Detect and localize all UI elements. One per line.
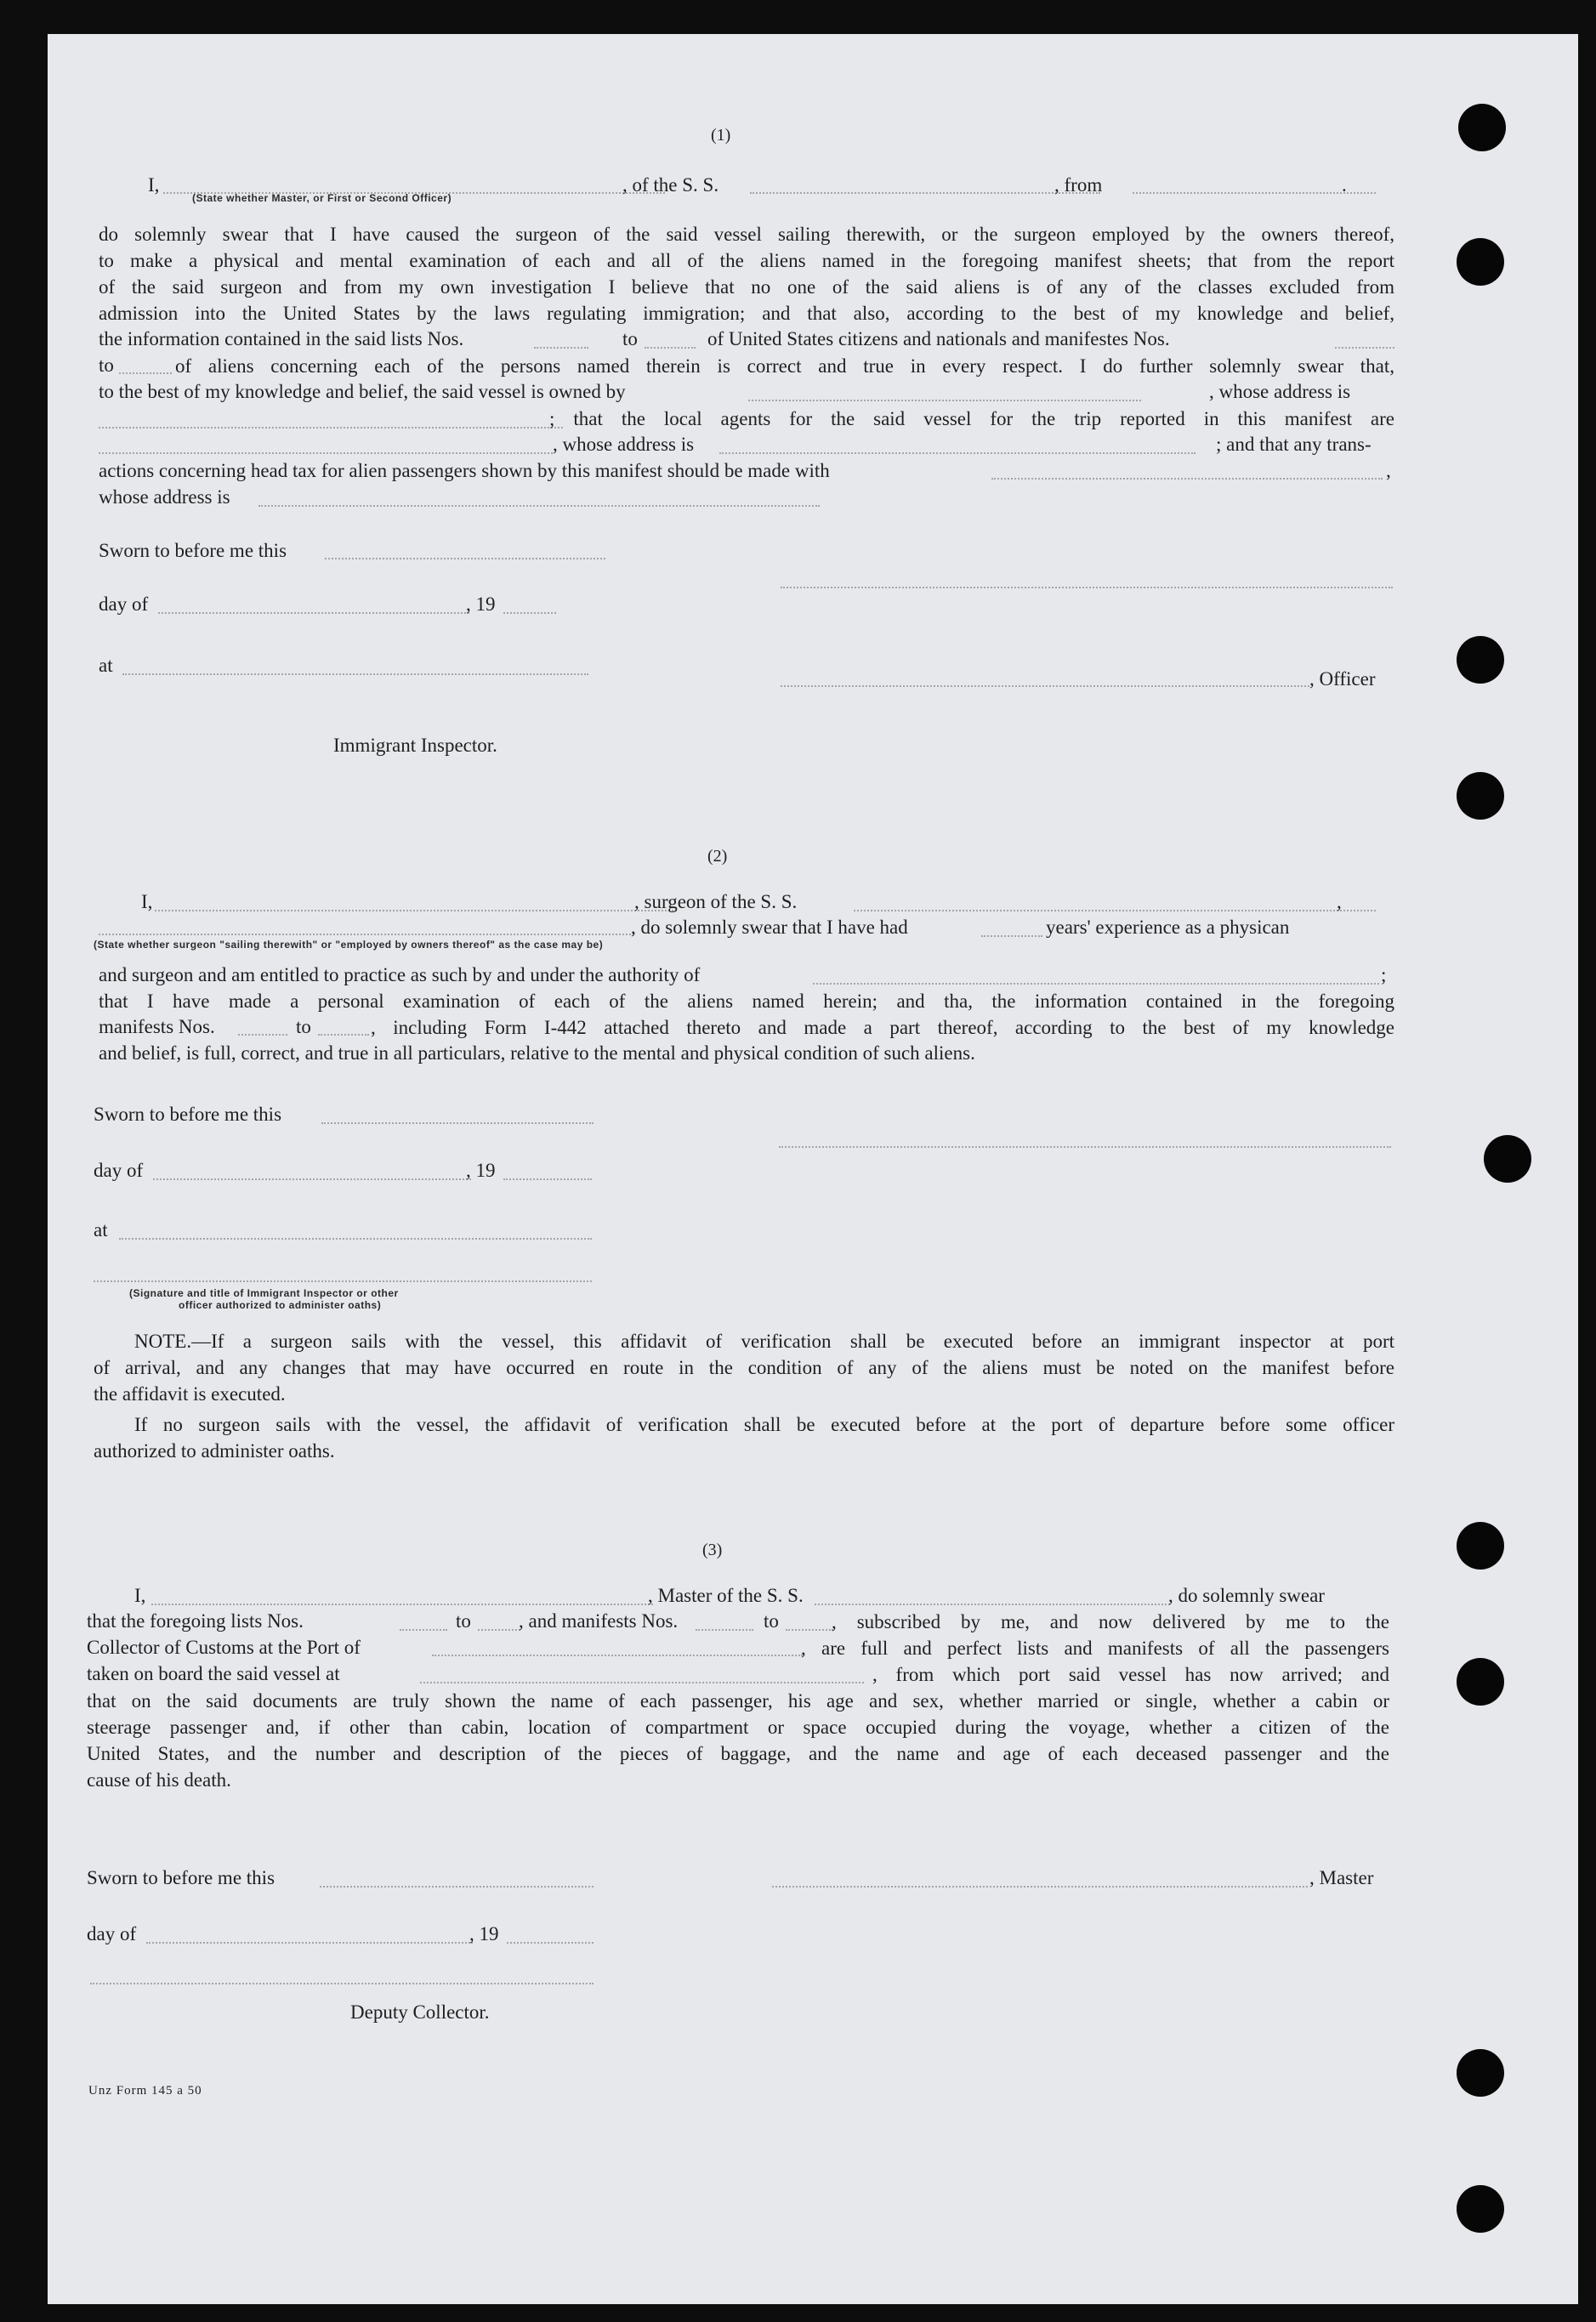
s3-19-label: , 19 <box>469 1923 499 1944</box>
s1-agents-field[interactable] <box>99 452 553 454</box>
s1-agents-address-label: , whose address is <box>553 434 695 455</box>
s3-dayof-label: day of <box>87 1923 137 1944</box>
s2-sig-note-2: officer authorized to administer oaths) <box>179 1299 382 1311</box>
s1-year-field[interactable] <box>503 612 556 614</box>
s2-note-line: of arrival, and any changes that may have occurred en route in the condition of any of the aliens must be noted on the manifest before <box>94 1357 1394 1378</box>
s3-manifests-to: to <box>764 1610 779 1632</box>
s2-manifests-line <box>371 1014 1394 1041</box>
s1-sworn-field[interactable] <box>325 558 605 559</box>
s3-subscribed-text: , subscribed by me, and now delivered by me to the <box>832 1611 1389 1632</box>
s2-year-field[interactable] <box>503 1178 592 1180</box>
s3-taken-line <box>872 1661 1389 1688</box>
binder-hole <box>1457 1522 1504 1570</box>
s1-from-label: , from <box>1054 174 1103 196</box>
s1-at-label: at <box>99 655 113 676</box>
s2-manifests-from-field[interactable] <box>238 1034 287 1036</box>
s2-surgeon-type-field[interactable] <box>99 934 634 935</box>
s1-body-line: of the said surgeon and from my own investigation I believe that no one of the said aliens is of any of the classes excluded from <box>99 276 1394 298</box>
s2-entitled-end: ; <box>1381 964 1387 985</box>
s3-sworn-label: Sworn to before me this <box>87 1867 275 1888</box>
s1-aliens-line <box>175 353 1394 379</box>
s1-trans-label: ; and that any trans- <box>1216 434 1372 455</box>
s2-manifests-label: manifests Nos. <box>99 1016 215 1037</box>
binder-hole <box>1457 238 1504 286</box>
s1-body-line: admission into the United States by the laws regulating immigration; and that also, according to the best of my knowledge and belief, <box>99 303 1394 324</box>
s2-swear-label: , do solemnly swear that I have had <box>631 917 908 938</box>
s1-agents-text: ; that the local agents for the said vessel for the trip reported in this manifest are <box>549 408 1394 429</box>
s3-taken-text: , from which port said vessel has now arrived; and <box>872 1664 1389 1685</box>
s3-sworn-field[interactable] <box>320 1886 594 1888</box>
s1-from-field[interactable] <box>1133 192 1376 194</box>
s1-vessel-field[interactable] <box>750 192 1100 194</box>
s3-swear-label: , do solemnly swear <box>1168 1585 1325 1606</box>
s3-master-label: , Master of the S. S. <box>648 1585 804 1606</box>
s2-at-field[interactable] <box>119 1238 592 1240</box>
s3-port-field[interactable] <box>432 1655 803 1656</box>
s3-deputy-sig-field[interactable] <box>90 1983 594 1984</box>
s1-aliens-text: of aliens concerning each of the persons named therein is correct and true in every respect. I do further solemnly swear that, <box>175 355 1394 377</box>
s3-body-line: cause of his death. <box>87 1769 231 1791</box>
s3-body-line: that on the said documents are truly shown the name of each passenger, his age and sex, whether married or single, whether a cabin or <box>87 1690 1389 1712</box>
s3-taken-port-field[interactable] <box>420 1682 864 1683</box>
s3-lists-to-field[interactable] <box>478 1629 520 1631</box>
s1-signature-field[interactable] <box>781 587 1393 588</box>
s1-owner-address-field[interactable] <box>99 427 563 429</box>
s2-years-field[interactable] <box>981 935 1042 937</box>
s2-years-label: years' experience as a physican <box>1046 917 1290 938</box>
s1-officer-note: (State whether Master, or First or Second Officer) <box>192 192 452 204</box>
binder-hole <box>1458 104 1506 151</box>
s2-sworn-field[interactable] <box>321 1122 594 1124</box>
s1-dayof-label: day of <box>99 593 149 615</box>
s1-actions-label: actions concerning head tax for alien passengers shown by this manifest should be made with <box>99 460 830 481</box>
s2-note-line: NOTE.—If a surgeon sails with the vessel, this affidavit of verification shall be executed before an immigrant inspector at port <box>134 1331 1394 1352</box>
s3-day-field[interactable] <box>146 1942 473 1944</box>
s3-subscribed-line <box>832 1609 1389 1635</box>
s2-at-label: at <box>94 1219 108 1240</box>
s2-personal-text: that I have made a personal examination of each of the aliens named herein; and tha, the information contained in the foregoing <box>99 991 1394 1012</box>
s1-to2: to <box>99 355 114 376</box>
s3-collector-text: , are full and perfect lists and manifests of all the passengers <box>801 1638 1389 1659</box>
s2-line-end: , <box>1337 891 1342 912</box>
s1-body-line: to make a physical and mental examination of each and all of the aliens named in the foregoing manifest sheets; that from the report <box>99 250 1394 271</box>
s2-day-field[interactable] <box>153 1178 471 1180</box>
s2-note-2 <box>94 1411 1394 1464</box>
s1-manifest-nos-field[interactable] <box>1335 347 1394 349</box>
s3-manifests-from-field[interactable] <box>696 1629 753 1631</box>
s1-headtax-address-field[interactable] <box>258 505 820 507</box>
s1-officer-label: , Officer <box>1309 668 1376 690</box>
s1-officer-sig-field[interactable] <box>781 685 1309 687</box>
s2-dayof-label: day of <box>94 1160 144 1181</box>
s3-collector-label: Collector of Customs at the Port of <box>87 1637 361 1658</box>
s3-manifests-to-field[interactable] <box>786 1629 833 1631</box>
s2-manifests-to-field[interactable] <box>318 1034 369 1036</box>
s1-owned-label: to the best of my knowledge and belief, the said vessel is owned by <box>99 381 626 402</box>
s3-body <box>87 1688 1389 1793</box>
form-page <box>48 34 1578 2304</box>
s1-owner-field[interactable] <box>748 400 1141 401</box>
s2-belief-line: and belief, is full, correct, and true in all particulars, relative to the mental and physical condition of such aliens. <box>99 1042 975 1064</box>
s2-sig-note-1: (Signature and title of Immigrant Inspector or other <box>129 1287 399 1299</box>
s3-lists-to: to <box>456 1610 471 1632</box>
s3-lists-label: that the foregoing lists Nos. <box>87 1610 304 1632</box>
s3-master-sig-label: , Master <box>1309 1867 1374 1888</box>
s3-body-line: steerage passenger and, if other than cabin, location of compartment or space occupied during the voyage, whether a citizen of the <box>87 1717 1389 1738</box>
s1-manifest-to-field[interactable] <box>119 372 172 374</box>
s3-lists-from-field[interactable] <box>400 1629 447 1631</box>
s3-vessel-field[interactable] <box>815 1604 1170 1605</box>
s1-lists-label-b: of United States citizens and nationals and manifestes Nos. <box>707 328 1170 349</box>
binder-hole <box>1457 2185 1504 2233</box>
s1-lists-from-field[interactable] <box>534 347 588 349</box>
s2-entitled-label: and surgeon and am entitled to practice as such by and under the authority of <box>99 964 701 985</box>
binder-hole <box>1457 2049 1504 2097</box>
s2-surgeon-note: (State whether surgeon "sailing therewith" or "employed by owners thereof" as the case may be) <box>94 939 604 951</box>
s2-note-line: the affidavit is executed. <box>94 1383 286 1405</box>
s2-note-line: authorized to administer oaths. <box>94 1440 335 1462</box>
s2-manifests-text: , including Form I-442 attached thereto and made a part thereof, according to the best of my knowledge <box>371 1017 1394 1038</box>
binder-hole <box>1457 636 1504 684</box>
s1-owner-address-label: , whose address is <box>1209 381 1351 402</box>
binder-hole <box>1457 1658 1504 1706</box>
section-3-number: (3) <box>702 1541 723 1559</box>
s1-whose-label: whose address is <box>99 486 230 508</box>
form-number: Unz Form 145 a 50 <box>88 2084 202 2098</box>
s1-inspector-label: Immigrant Inspector. <box>333 735 497 756</box>
s1-day-field[interactable] <box>158 612 469 614</box>
s3-i-label: I, <box>134 1585 146 1606</box>
s2-i-label: I, <box>141 891 153 912</box>
section-1-number: (1) <box>711 126 731 145</box>
s1-actions-end: , <box>1386 460 1391 481</box>
s3-manifests-label: , and manifests Nos. <box>519 1610 679 1632</box>
s2-manifests-to: to <box>296 1016 311 1037</box>
s2-signature-field[interactable] <box>779 1146 1391 1148</box>
s1-19-label: , 19 <box>466 593 496 615</box>
s2-authority-field[interactable] <box>813 983 1379 985</box>
s3-year-field[interactable] <box>507 1942 594 1944</box>
s2-sworn-label: Sworn to before me this <box>94 1104 282 1125</box>
s1-line-end: . <box>1342 174 1347 196</box>
s1-i-label: I, <box>148 174 160 196</box>
s1-headtax-field[interactable] <box>991 478 1383 480</box>
s2-note-1 <box>94 1328 1394 1407</box>
s3-body-line: United States, and the number and description of the pieces of baggage, and the name and age of each deceased passenger and the <box>87 1743 1389 1764</box>
s2-19-label: , 19 <box>466 1160 496 1181</box>
s3-collector-line <box>801 1635 1389 1661</box>
s3-taken-label: taken on board the said vessel at <box>87 1663 340 1684</box>
s1-sworn-label: Sworn to before me this <box>99 540 287 561</box>
s1-agents-address-field[interactable] <box>719 452 1196 454</box>
s1-lists-label: the information contained in the said lists Nos. <box>99 328 464 349</box>
s1-at-field[interactable] <box>122 673 588 675</box>
s2-note-line: If no surgeon sails with the vessel, the affidavit of verification shall be executed before at the port of departure before some officer <box>134 1414 1394 1435</box>
s2-inspector-sig-field[interactable] <box>94 1280 592 1282</box>
s1-agents-line <box>549 406 1394 432</box>
s3-master-sig-field[interactable] <box>772 1886 1308 1888</box>
section-2-number: (2) <box>707 847 728 866</box>
binder-hole <box>1457 772 1504 820</box>
s1-lists-to: to <box>622 328 638 349</box>
s2-surgeon-label: , surgeon of the S. S. <box>634 891 798 912</box>
s1-body-line: do solemnly swear that I have caused the surgeon of the said vessel sailing therewith, or the surgeon employed by the owners thereof, <box>99 224 1394 245</box>
s1-body <box>99 221 1394 326</box>
s2-vessel-field[interactable] <box>854 910 1376 911</box>
s2-personal-line <box>99 988 1394 1014</box>
s3-deputy-label: Deputy Collector. <box>350 2001 490 2023</box>
s2-surgeon-name-field[interactable] <box>155 910 677 911</box>
s3-master-name-field[interactable] <box>151 1604 653 1605</box>
s1-lists-to-field[interactable] <box>645 347 696 349</box>
binder-hole <box>1484 1135 1531 1183</box>
s1-ss-label: , of the S. S. <box>622 174 719 196</box>
